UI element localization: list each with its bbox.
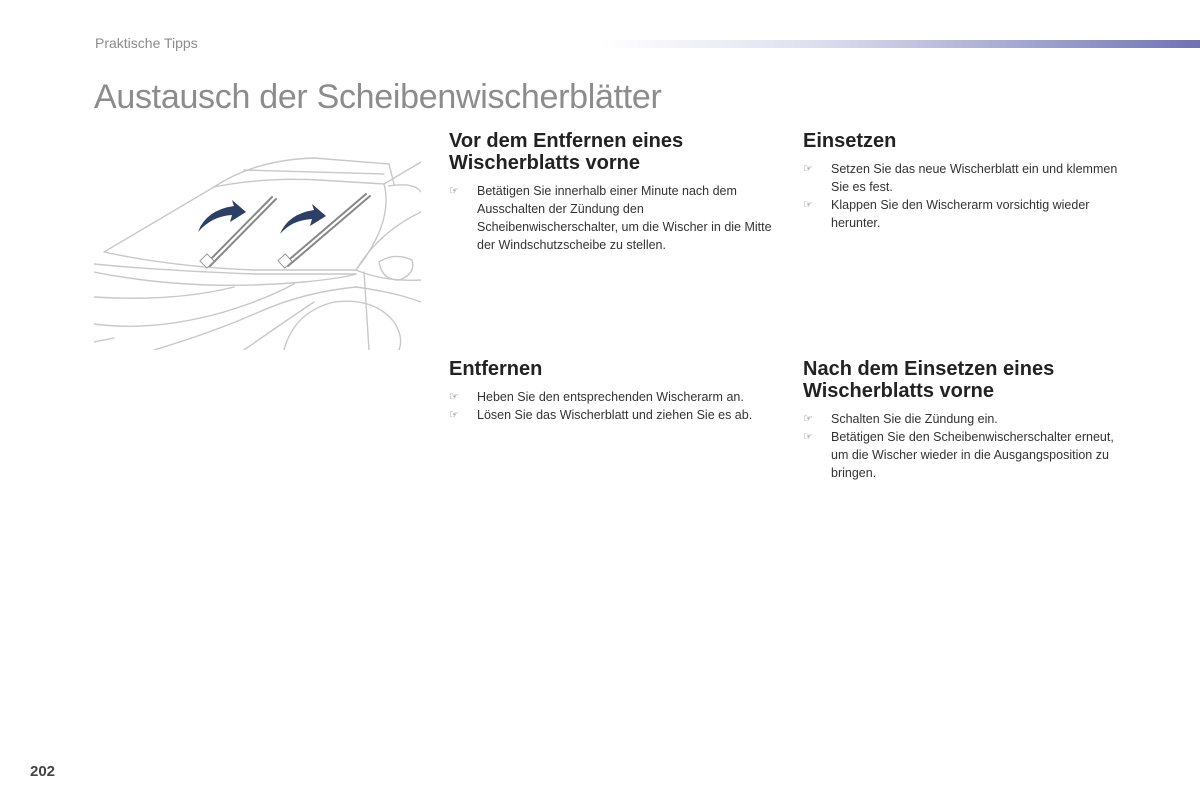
section-title: Entfernen: [449, 358, 543, 380]
instruction-list: [449, 182, 779, 254]
hand-pointer-icon: ☞: [803, 413, 813, 425]
page-title: Austausch der Scheibenwischerblätter: [94, 78, 662, 116]
instruction-item: [449, 182, 779, 254]
section-insert: [803, 130, 1133, 232]
section-before-removal: [449, 130, 779, 254]
hand-pointer-icon: ☞: [803, 431, 813, 443]
hand-pointer-icon: ☞: [449, 391, 459, 403]
instruction-item: [803, 410, 1133, 428]
hand-pointer-icon: ☞: [449, 409, 459, 421]
instruction-list: [803, 410, 1133, 482]
instruction-text: Betätigen Sie innerhalb einer Minute nach dem Ausschalten der Zündung den Scheibenwischerschalter, um die Wischer in die Mitte der Windschutzscheibe zu stellen.: [477, 184, 772, 252]
instruction-item: [803, 428, 1133, 482]
instruction-text: Setzen Sie das neue Wischerblatt ein und klemmen Sie es fest.: [831, 162, 1118, 194]
hand-pointer-icon: ☞: [803, 199, 813, 211]
section-title: Einsetzen: [803, 130, 897, 152]
section-title: Vor dem Entfernen eines Wischerblatts vorne: [449, 130, 684, 174]
instruction-list: [449, 388, 779, 424]
instruction-text: Heben Sie den entsprechenden Wischerarm an.: [477, 390, 744, 404]
instruction-text: Schalten Sie die Zündung ein.: [831, 412, 998, 426]
section-after-insertion: [803, 358, 1133, 482]
instruction-text: Betätigen Sie den Scheibenwischerschalter erneut, um die Wischer wieder in die Ausgangsposition zu bringen.: [831, 430, 1114, 480]
car-windshield-wipers-illustration: [94, 152, 421, 350]
instruction-text: Klappen Sie den Wischerarm vorsichtig wieder herunter.: [831, 198, 1090, 230]
instruction-text: Lösen Sie das Wischerblatt und ziehen Sie es ab.: [477, 408, 753, 422]
hand-pointer-icon: ☞: [449, 185, 459, 197]
section-title: Nach dem Einsetzen eines Wischerblatts vorne: [803, 358, 1055, 402]
page-number: 202: [30, 763, 56, 780]
header-gradient-bar: [600, 40, 1200, 48]
header-section-label: Praktische Tipps: [95, 35, 198, 51]
section-remove: [449, 358, 779, 424]
hand-pointer-icon: ☞: [803, 163, 813, 175]
instruction-item: [449, 406, 779, 424]
instruction-item: [449, 388, 779, 406]
instruction-item: [803, 196, 1133, 232]
instruction-list: [803, 160, 1133, 232]
instruction-item: [803, 160, 1133, 196]
